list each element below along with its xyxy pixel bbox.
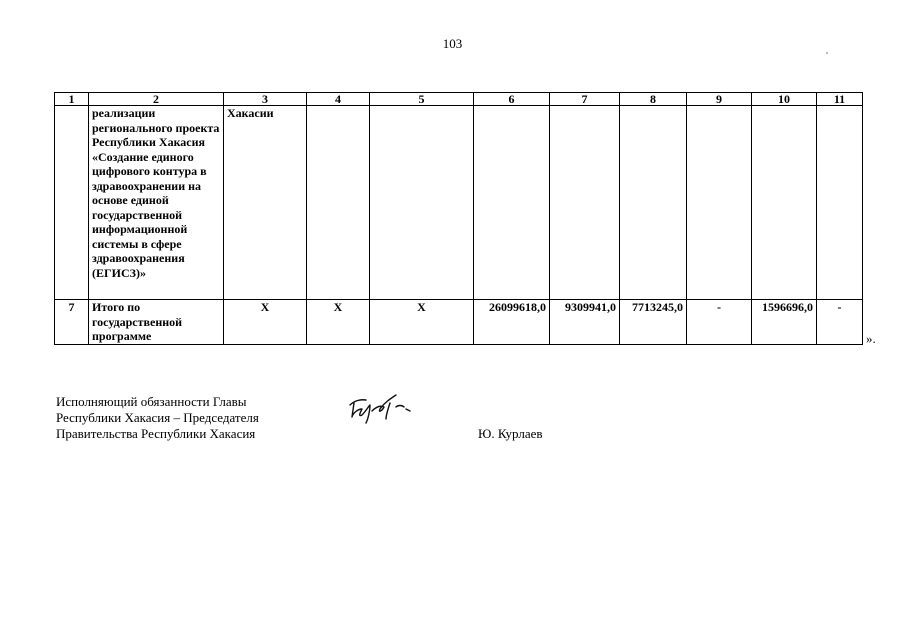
signatory-position: [56, 394, 259, 442]
page-number: 103: [442, 36, 463, 51]
table-cell: Х: [307, 300, 370, 345]
table-cell: [474, 106, 550, 300]
table-row-total: [55, 300, 863, 345]
column-header: 3: [224, 93, 307, 106]
column-header: 2: [89, 93, 224, 106]
table-row: [55, 106, 863, 300]
table-cell: [817, 106, 863, 300]
column-header: 8: [620, 93, 687, 106]
table-cell: [687, 106, 752, 300]
column-header: 7: [550, 93, 620, 106]
table-cell-description: реализации регионального проекта Республики Хакасия «Создание единого цифрового контура в здравоохранении на основе единой государственной информационной системы в сфере здравоохранения (ЕГИСЗ)»: [89, 106, 224, 300]
table-cell-amount: 9309941,0: [550, 300, 620, 345]
table-cell-amount: -: [687, 300, 752, 345]
table-cell: Х: [370, 300, 474, 345]
column-header: 11: [817, 93, 863, 106]
column-header: 5: [370, 93, 474, 106]
column-header: 4: [307, 93, 370, 106]
handwritten-signature: [344, 387, 424, 429]
table-cell: [620, 106, 687, 300]
column-header: 6: [474, 93, 550, 106]
table-cell-description: Итого по государственной программе: [89, 300, 224, 345]
table-cell: [752, 106, 817, 300]
table-cell-amount: 26099618,0: [474, 300, 550, 345]
table-cell-amount: 7713245,0: [620, 300, 687, 345]
table-cell-number: 7: [55, 300, 89, 345]
column-header: 10: [752, 93, 817, 106]
position-line: Республики Хакасия – Председателя: [56, 410, 259, 425]
signer-name: Ю. Курлаев: [478, 426, 543, 441]
closing-quote: ».: [866, 331, 876, 346]
scan-speck: [826, 52, 828, 54]
table-cell: [370, 106, 474, 300]
table-cell: Х: [224, 300, 307, 345]
table-cell-amount: -: [817, 300, 863, 345]
column-header: 1: [55, 93, 89, 106]
column-header: 9: [687, 93, 752, 106]
position-line: Правительства Республики Хакасия: [56, 426, 256, 441]
budget-table: [54, 92, 863, 345]
table-cell: [550, 106, 620, 300]
table-cell: [307, 106, 370, 300]
table-cell: Хакасии: [224, 106, 307, 300]
table-cell-amount: 1596696,0: [752, 300, 817, 345]
table-cell: [55, 106, 89, 300]
position-line: Исполняющий обязанности Главы: [56, 394, 247, 409]
table-header-row: [55, 93, 863, 106]
